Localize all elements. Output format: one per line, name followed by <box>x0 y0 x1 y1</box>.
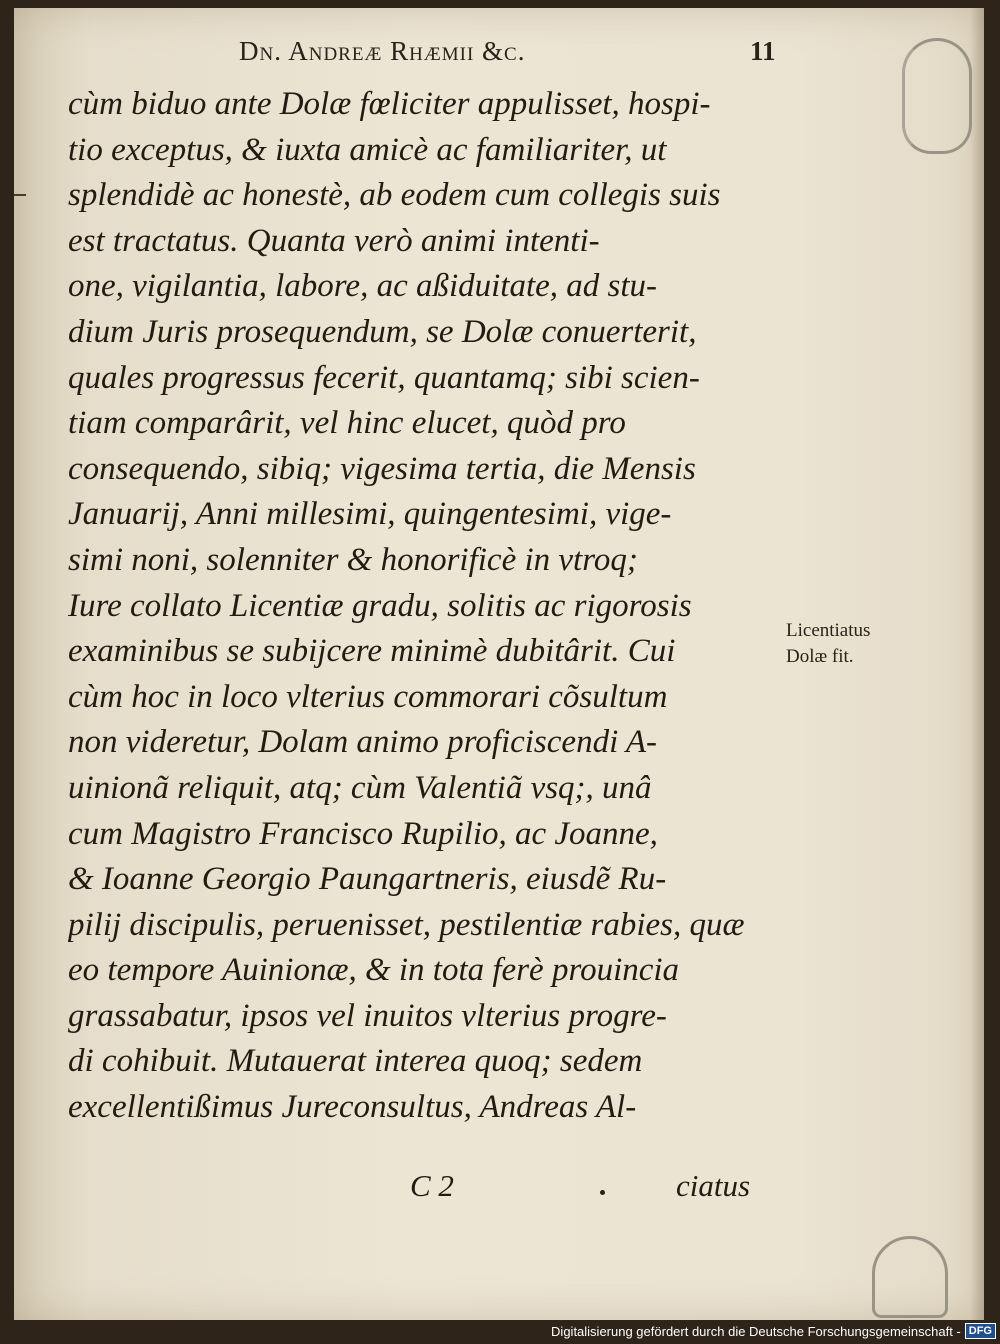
text-line: cùm hoc in loco vlterius commorari cõsultum <box>68 678 668 715</box>
page-foot <box>14 1168 784 1208</box>
signature-mark: C 2 <box>410 1168 454 1203</box>
text-line: dium Juris prosequendum, se Dolæ conuerterit, <box>68 313 697 350</box>
text-line: tio exceptus, & iuxta amicè ac familiariter, ut <box>68 131 667 168</box>
page-clip-top <box>902 38 972 154</box>
text-line: di cohibuit. Mutauerat interea quoq; sedem <box>68 1043 643 1080</box>
text-line: tiam comparârit, vel hinc elucet, quòd pro <box>68 405 626 442</box>
running-head-title: Dn. Andreæ Rhæmii &c. <box>239 36 526 66</box>
printer-dot <box>600 1190 605 1195</box>
dfg-logo: DFG <box>965 1323 996 1339</box>
text-line: one, vigilantia, labore, ac aßiduitate, ad stu- <box>68 268 658 305</box>
text-line: cum Magistro Francisco Rupilio, ac Joanne, <box>68 815 658 852</box>
book-page <box>14 8 984 1320</box>
marginal-note-line: Licentiatus <box>786 620 871 641</box>
text-line: consequendo, sibiq; vigesima tertia, die Mensis <box>68 450 696 487</box>
text-line: grassabatur, ipsos vel inuitos vlterius progre- <box>68 997 667 1034</box>
text-line: non videretur, Dolam animo proficiscendi A- <box>68 724 658 761</box>
text-line: excellentißimus Jureconsultus, Andreas Al- <box>68 1089 637 1126</box>
text-line: uinionã reliquit, atq; cùm Valentiã vsq;, unâ <box>68 769 652 806</box>
text-line: splendidè ac honestè, ab eodem cum collegis suis <box>68 177 721 214</box>
margin-dash-mark <box>14 194 26 196</box>
marginal-note <box>786 618 870 670</box>
text-line: examinibus se subijcere minimè dubitârit. Cui <box>68 633 676 670</box>
text-line: & Ioanne Georgio Paungartneris, eiusdẽ Ru- <box>68 861 667 898</box>
text-line: Iure collato Licentiæ gradu, solitis ac rigorosis <box>68 587 692 624</box>
text-line: simi noni, solenniter & honorificè in vtroq; <box>68 541 638 578</box>
catchword: ciatus <box>676 1168 751 1203</box>
text-line: pilij discipulis, peruenisset, pestilentiæ rabies, quæ <box>68 906 745 943</box>
text-line: eo tempore Auinionæ, & in tota ferè prouincia <box>68 952 680 989</box>
digitization-footer <box>551 1320 996 1342</box>
text-line: Januarij, Anni millesimi, quingentesimi, vige- <box>68 496 672 533</box>
text-line: est tractatus. Quanta verò animi intenti- <box>68 222 600 259</box>
page-number: 11 <box>750 36 776 66</box>
text-line: quales progressus fecerit, quantamq; sibi scien- <box>68 359 700 396</box>
text-line: cùm biduo ante Dolæ fœliciter appulisset, hospi- <box>68 86 711 122</box>
page-clip-bottom <box>872 1236 948 1318</box>
footer-credit: Digitalisierung gefördert durch die Deutsche Forschungsgemeinschaft - <box>551 1323 961 1339</box>
page-edge-shadow <box>970 8 984 1320</box>
marginal-note-line: Dolæ fit. <box>786 646 854 667</box>
body-text <box>68 82 784 1131</box>
